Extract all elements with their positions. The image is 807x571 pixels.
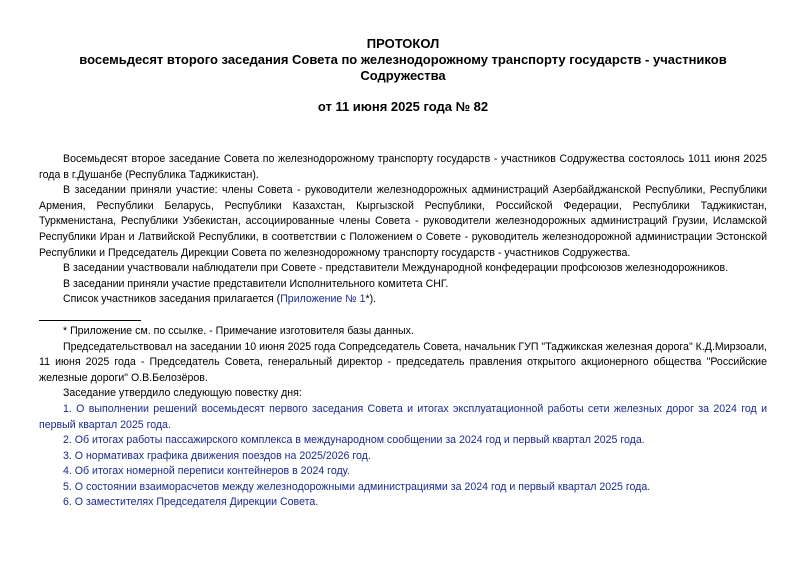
agenda-item-5-link[interactable]: 5. О состоянии взаиморасчетов между железнодорожными администрациями за 2024 год и первый квартал 2025 года. xyxy=(63,480,651,493)
agenda-list xyxy=(39,402,767,511)
paragraph-chairman: Председательствовал на заседании 10 июня 2025 года Сопредседатель Совета, начальник ГУП "Таджикская железная дорога" К.Д.Мирзоали, 11 июня 2025 года - Председатель Совета, генеральный директор - председатель правления открытого акционерного общества "Российские железные дороги" О.В.Белозёров. xyxy=(39,340,767,384)
document-subtitle-line-1: восемьдесят второго заседания Совета по железнодорожному транспорту государств - участников xyxy=(79,52,727,67)
paragraph-cis-representatives: В заседании приняли участие представители Исполнительного комитета СНГ. xyxy=(63,277,449,290)
paragraph-session-info: Восемьдесят второе заседание Совета по железнодорожному транспорту государств - участников Содружества состоялось 1011 июня 2025 года в г.Душанбе (Республика Таджикистан). xyxy=(39,153,767,181)
footnote-divider xyxy=(39,320,141,321)
document-date: от 11 июня 2025 года № 82 xyxy=(317,99,489,114)
paragraph-observers: В заседании участвовали наблюдатели при Совете - представители Международной конфедерации профсоюзов железнодорожников. xyxy=(63,262,729,275)
document-header xyxy=(39,36,767,84)
agenda-item-4-link[interactable]: 4. Об итогах номерной переписи контейнеров в 2024 году. xyxy=(63,465,350,478)
footnote-text: * Приложение см. по ссылке. - Примечание изготовителя базы данных. xyxy=(63,324,414,337)
agenda-item-2-link[interactable]: 2. Об итогах работы пассажирского комплекса в международном сообщении за 2024 год и первый квартал 2025 года. xyxy=(63,434,645,447)
document-body xyxy=(39,152,767,511)
spacer xyxy=(39,84,767,99)
paragraph-agenda-intro: Заседание утвердило следующую повестку дня: xyxy=(63,387,302,400)
appendix-1-link[interactable]: Приложение № 1 xyxy=(280,293,366,306)
agenda-item-6-link[interactable]: 6. О заместителях Председателя Дирекции Совета. xyxy=(63,496,319,509)
paragraph-participants: В заседании приняли участие: члены Совета - руководители железнодорожных администраций Азербайджанской Республики, Республики Армения, Республики Беларусь, Республики Казахстан, Кыргызской Республики, Российской Федерации, Республики Таджикистан, Туркменистана, Республики Узбекистан, ассоциированные члены Совета - руководители железнодорожных администраций Грузии, Исламской Республики Иран и Латвийской Республики, в соответствии с Положением о Совете - руководитель железнодорожной администрации Эстонской Республики и Председатель Дирекции Совета по железнодорожному транспорту государств - участников Содружества. xyxy=(39,184,767,259)
document-subtitle-line-2: Содружества xyxy=(360,68,446,83)
participants-list-suffix: *). xyxy=(365,293,377,306)
paragraph-participants-list xyxy=(39,292,767,308)
participants-list-prefix: Список участников заседания прилагается ( xyxy=(63,293,281,306)
document-title: ПРОТОКОЛ xyxy=(366,36,440,51)
agenda-item-1-link[interactable]: 1. О выполнении решений восемьдесят первого заседания Совета и итогах эксплуатационной работы сети железных дорог за 2024 год и первый квартал 2025 года. xyxy=(39,402,767,431)
agenda-item-3-link[interactable]: 3. О нормативах графика движения поездов на 2025/2026 год. xyxy=(63,449,371,462)
document-page xyxy=(39,36,767,511)
